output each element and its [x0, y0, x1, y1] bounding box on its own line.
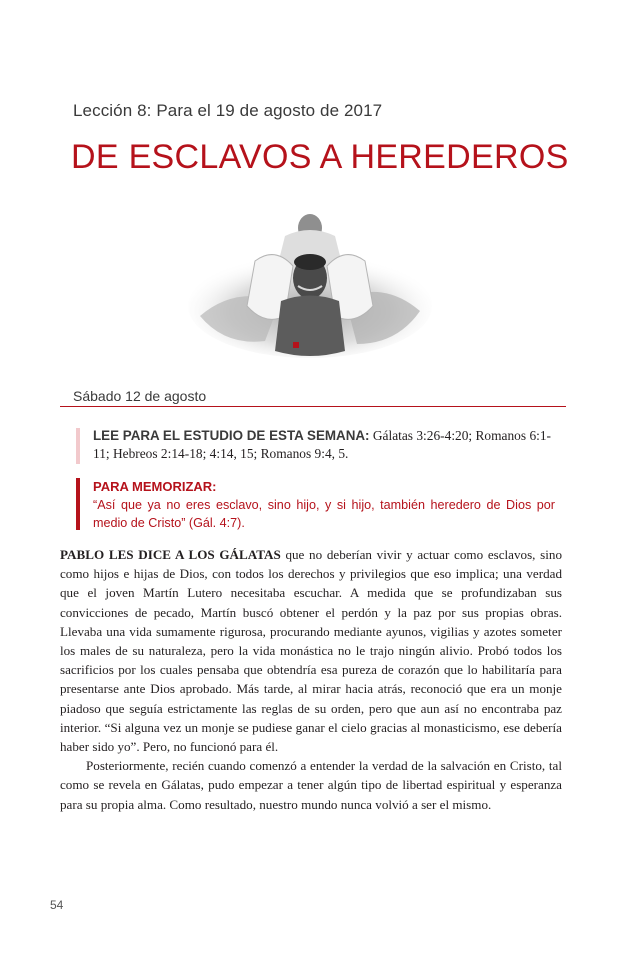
study-heading: LEE PARA EL ESTUDIO DE ESTA SEMANA:: [93, 428, 370, 443]
robing-illustration-icon: [185, 206, 435, 366]
body-paragraph: [60, 545, 562, 756]
study-reading-block: [93, 427, 555, 463]
lead-in: PABLO LES DICE A LOS GÁLATAS: [60, 547, 281, 562]
paragraph-text: que no deberían vivir y actuar como esclavos, sino como hijos e hijas de Dios, con todos los derechos y privilegios que eso implica; una verdad que el joven Martín Lutero necesitaba escuchar. A medida que se profundizaban sus convicciones de pecado, Martín buscó obtener el perdón y la paz por sus propias obras. Llevaba una vida sumamente rigurosa, procurando mediante ayunos, vigilias y azotes someter los males de su naturaleza, pero la vida monástica no le trajo ningún alivio. Probó todos los sacrificios por los cuales pensaba que obtendría esa pureza de corazón que lo habilitaría para presentarse ante Dios aprobado. Más tarde, al mirar hacia atrás, reconoció que era un monje piadoso que seguía estrictamente las reglas de su orden, pero que aun así no encontraba paz interior. “Si alguna vez un monje se pudiese ganar el cielo gracias al monasticismo, ese debería haber sido yo”. Pero, no funcionó para él.: [60, 547, 562, 755]
study-references: Gálatas 3:26-4:20; Romanos 6:1-11; Hebreos 2:14-18; 4:14, 15; Romanos 9:4, 5.: [93, 428, 552, 461]
section-divider: [60, 406, 566, 407]
memory-verse: “Así que ya no eres esclavo, sino hijo, y si hijo, también heredero de Dios por medio de Cristo” (Gál. 4:7).: [93, 498, 555, 530]
page-number: 54: [50, 898, 64, 912]
memory-verse-block: [93, 478, 555, 532]
day-label: Sábado 12 de agosto: [73, 388, 207, 404]
lesson-label: Lección 8: Para el 19 de agosto de 2017: [73, 101, 383, 120]
page-title: DE ESCLAVOS A HEREDEROS: [71, 138, 569, 176]
memory-accent-bar: [76, 478, 80, 530]
study-accent-bar: [76, 428, 80, 464]
memory-heading: PARA MEMORIZAR:: [93, 479, 217, 494]
body-paragraph: Posteriormente, recién cuando comenzó a entender la verdad de la salvación en Cristo, tal como se revela en Gálatas, pudo empezar a tener algún tipo de libertad espiritual y esperanza para su propia alma. Como resultado, nuestro mundo nunca volvió a ser el mismo.: [60, 758, 562, 812]
lesson-body: [60, 545, 562, 814]
